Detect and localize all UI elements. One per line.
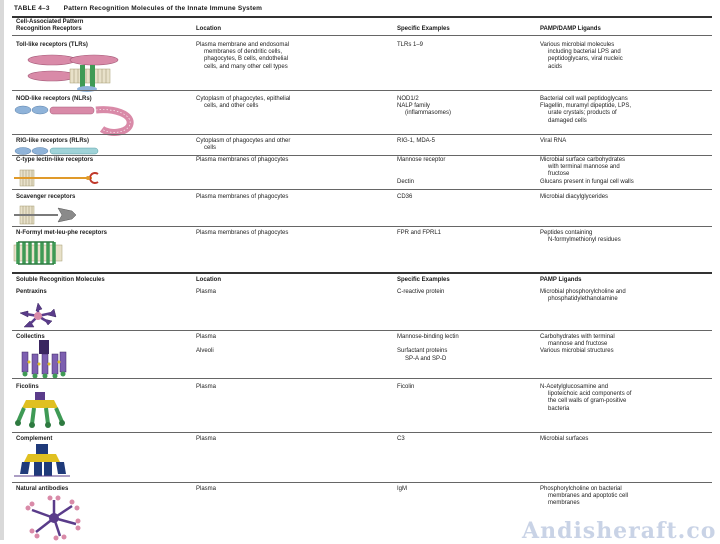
header-ligands: PAMP/DAMP Ligands — [540, 26, 601, 32]
row-location: Plasma — [196, 486, 217, 492]
row-name: Ficolins — [16, 384, 39, 390]
row-divider — [12, 226, 712, 227]
row-location: Plasma membrane and endosomal membranes of dendritic cells, phagocytes, B cells, endothelial cells, and many other cell types — [196, 42, 290, 70]
row-location: Plasma — [196, 436, 217, 442]
row-divider — [12, 378, 712, 379]
row-name: Scavenger receptors — [16, 194, 76, 200]
natural-antibody-icon — [20, 494, 90, 540]
row-name: Natural antibodies — [16, 486, 69, 492]
header-examples-2: Specific Examples — [397, 277, 450, 283]
row-ligands: Phosphorylcholine on bacterial membranes and apoptotic cell membranes — [540, 486, 629, 507]
row-examples: TLRs 1–9 — [397, 42, 424, 48]
row-location: Cytoplasm of phagocytes, epithelial cells, and other cells — [196, 96, 291, 110]
row-location: Plasma — [196, 289, 217, 295]
table-title — [14, 5, 262, 12]
row-divider — [12, 330, 712, 331]
row-ligands: Microbial diacylglycerides — [540, 194, 609, 200]
row-ligands: Microbial surface carbohydrates with terminal mannose and fructose Glucans present in fungal cell walls — [540, 157, 634, 185]
row-name: N-Formyl met-leu-phe receptors — [16, 230, 108, 236]
row-ligands: Carbohydrates with terminal mannose and fructose Various microbial structures — [540, 334, 615, 355]
table-number: TABLE 4–3 — [14, 5, 50, 12]
formyl-peptide-receptor-icon — [14, 240, 64, 266]
header-location-2: Location — [196, 277, 221, 283]
row-divider — [12, 155, 712, 156]
header-ligands-2: PAMP Ligands — [540, 277, 582, 283]
row-location: Plasma — [196, 384, 217, 390]
title-rule — [12, 16, 712, 18]
row-divider — [12, 90, 712, 91]
pentraxin-icon — [16, 299, 62, 333]
row-examples: CD36 — [397, 194, 413, 200]
collectin-icon — [18, 340, 70, 378]
nlr-receptor-icon — [14, 104, 138, 136]
row-divider — [12, 189, 712, 190]
row-location: Cytoplasm of phagocytes and other cells — [196, 138, 291, 152]
row-examples: C3 — [397, 436, 405, 442]
row-name: C-type lectin-like receptors — [16, 157, 94, 163]
ficolin-icon — [14, 392, 66, 428]
page-edge — [0, 0, 4, 540]
row-examples: Mannose-binding lectin Surfactant proteins SP-A and SP-D — [397, 334, 459, 362]
row-ligands: Bacterial cell wall peptidoglycans Flagellin, muramyl dipeptide, LPS, urate crystals; products of damaged cells — [540, 96, 632, 124]
row-divider — [12, 134, 712, 135]
row-name: Complement — [16, 436, 53, 442]
row-name: NOD-like receptors (NLRs) — [16, 96, 92, 102]
tlr-receptor-icon — [14, 51, 124, 91]
row-examples: FPR and FPRL1 — [397, 230, 442, 236]
row-ligands: Microbial surfaces — [540, 436, 589, 442]
scavenger-receptor-icon — [14, 204, 84, 226]
row-ligands: Viral RNA — [540, 138, 567, 144]
row-location: Plasma membranes of phagocytes — [196, 157, 289, 163]
row-location: Plasma Alveoli — [196, 334, 217, 355]
row-examples: Ficolin — [397, 384, 415, 390]
row-name: Collectins — [16, 334, 45, 340]
row-examples: NOD1/2 NALP family (inflammasomes) — [397, 96, 452, 117]
table-caption: Pattern Recognition Molecules of the Innate Immune System — [63, 5, 263, 12]
row-ligands: Microbial phosphorylcholine and phosphatidylethanolamine — [540, 289, 626, 303]
header-soluble-molecules: Soluble Recognition Molecules — [16, 277, 105, 283]
row-divider — [12, 432, 712, 433]
row-examples: Mannose receptor Dectin — [397, 157, 446, 185]
header-examples: Specific Examples — [397, 26, 450, 32]
row-divider — [12, 482, 712, 483]
row-examples: RIG-1, MDA-5 — [397, 138, 436, 144]
header-cell-receptors: Cell-Associated Pattern Recognition Receptors — [16, 19, 84, 32]
row-name: RIG-like receptors (RLRs) — [16, 138, 90, 144]
row-name: Pentraxins — [16, 289, 47, 295]
watermark: Andisheraft.co — [522, 518, 717, 544]
complement-icon — [14, 444, 70, 478]
row-location: Plasma membranes of phagocytes — [196, 230, 289, 236]
row-examples: C-reactive protein — [397, 289, 445, 295]
row-examples: IgM — [397, 486, 408, 492]
row-location: Plasma membranes of phagocytes — [196, 194, 289, 200]
row-ligands: N-Acetylglucosamine and lipoteichoic acid components of the cell walls of gram-positive bacteria — [540, 384, 632, 412]
row-name: Toll-like receptors (TLRs) — [16, 42, 88, 48]
c-type-lectin-icon — [14, 166, 104, 190]
row-ligands: Various microbial molecules including bacterial LPS and peptidoglycans, viral nucleic acids — [540, 42, 623, 70]
header-location: Location — [196, 26, 221, 32]
section-divider — [12, 272, 712, 274]
header-rule — [12, 35, 712, 36]
row-ligands: Peptides containing N-formylmethionyl residues — [540, 230, 621, 244]
